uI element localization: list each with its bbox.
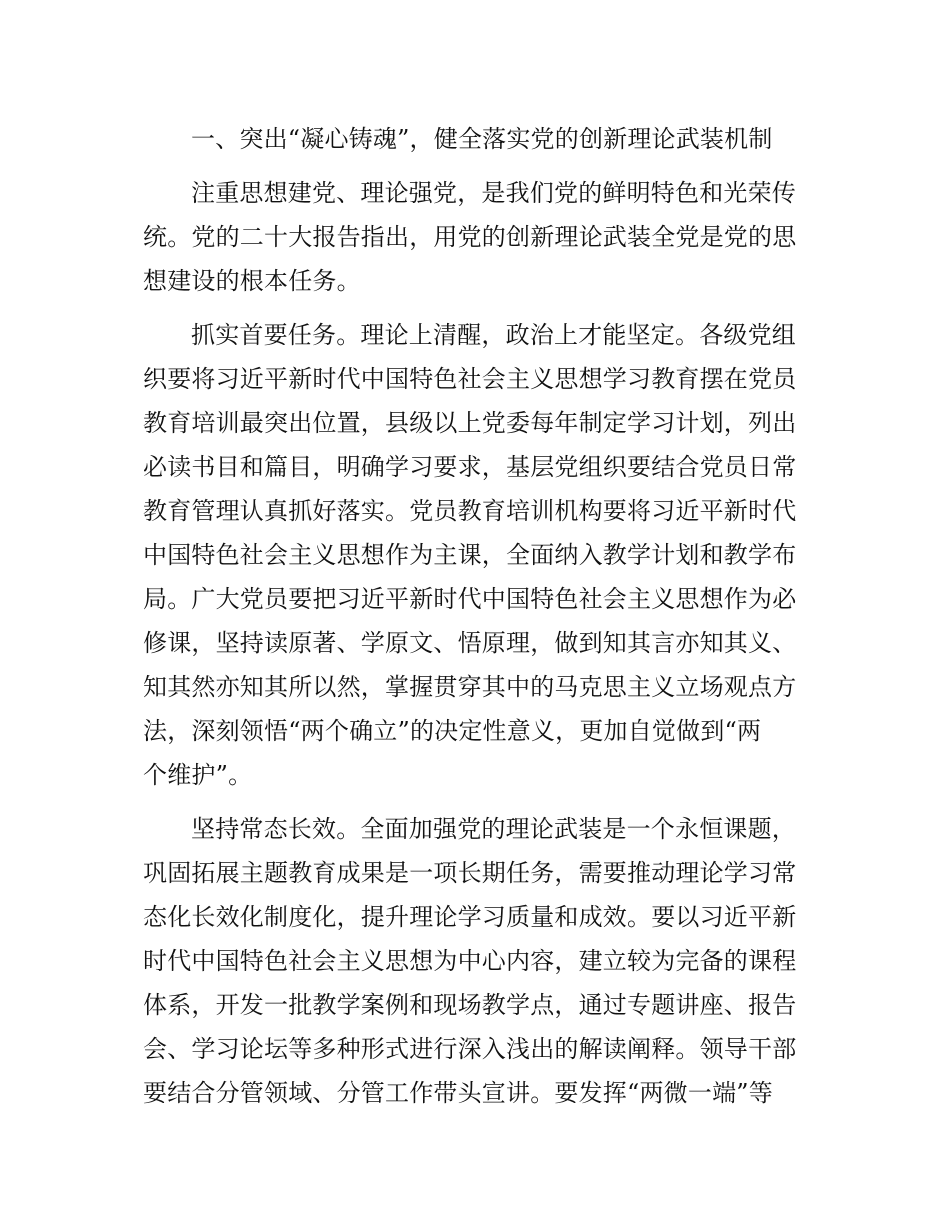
- paragraph-line: 织要将习近平新时代中国特色社会主义思想学习教育摆在党员: [143, 365, 797, 393]
- paragraph-line: 中国特色社会主义思想作为主课，全面纳入教学计划和教学布: [143, 541, 797, 569]
- paragraph-line: 坚持常态长效。全面加强党的理论武装是一个永恒课题，: [191, 815, 796, 843]
- paragraph-long-term: [143, 807, 809, 1115]
- paragraph-line: 想建设的根本任务。: [143, 267, 361, 295]
- paragraph-line: 态化长效化制度化，提升理论学习质量和成效。要以习近平新: [143, 903, 797, 931]
- section-heading: 一、突出“凝心铸魂”，健全落实党的创新理论武装机制: [191, 125, 773, 153]
- paragraph-line: 局。广大党员要把习近平新时代中国特色社会主义思想作为必: [143, 585, 797, 613]
- paragraph-line: 修课，坚持读原著、学原文、悟原理，做到知其言亦知其义、: [143, 629, 797, 657]
- paragraph-line: 注重思想建党、理论强党，是我们党的鲜明特色和光荣传: [191, 179, 796, 207]
- paragraph-line: 时代中国特色社会主义思想为中心内容，建立较为完备的课程: [143, 947, 797, 975]
- paragraph-line: 抓实首要任务。理论上清醒，政治上才能坚定。各级党组: [191, 321, 796, 349]
- paragraph-line: 体系，开发一批教学案例和现场教学点，通过专题讲座、报告: [143, 991, 797, 1019]
- paragraph-line: 必读书目和篇目，明确学习要求，基层党组织要结合党员日常: [143, 453, 797, 481]
- paragraph-line: 教育培训最突出位置，县级以上党委每年制定学习计划，列出: [143, 409, 797, 437]
- paragraph-line: 教育管理认真抓好落实。党员教育培训机构要将习近平新时代: [143, 497, 797, 525]
- paragraph-line: 会、学习论坛等多种形式进行深入浅出的解读阐释。领导干部: [143, 1035, 797, 1063]
- document-body: [143, 117, 809, 1125]
- paragraph-line: 统。党的二十大报告指出，用党的创新理论武装全党是党的思: [143, 223, 797, 251]
- paragraph-line: 知其然亦知其所以然，掌握贯穿其中的马克思主义立场观点方: [143, 673, 797, 701]
- paragraph-primary-task: [143, 313, 809, 797]
- paragraph-line: 个维护”。: [143, 761, 253, 789]
- paragraph-line: 巩固拓展主题教育成果是一项长期任务，需要推动理论学习常: [143, 859, 797, 887]
- paragraph-line: 法，深刻领悟“两个确立”的决定性意义，更加自觉做到“两: [143, 717, 762, 745]
- paragraph-line: 要结合分管领域、分管工作带头宣讲。要发挥“两微一端”等: [143, 1079, 773, 1107]
- paragraph-intro: [143, 171, 809, 303]
